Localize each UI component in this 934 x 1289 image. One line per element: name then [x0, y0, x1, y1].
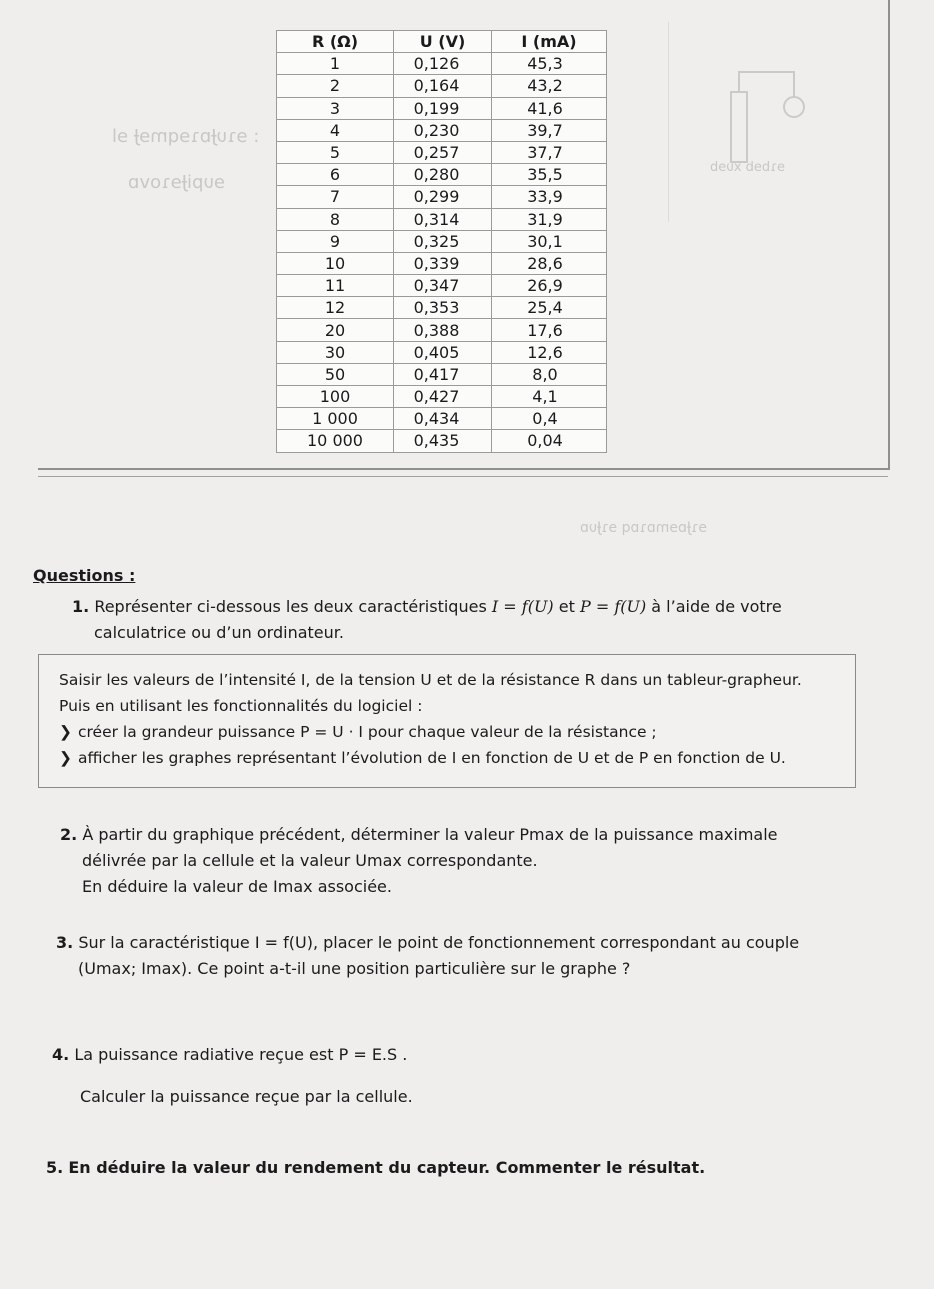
table-row — [277, 141, 607, 163]
table-cell-u: 0,257 — [394, 141, 492, 163]
measurement-table — [276, 30, 607, 453]
table-row — [277, 386, 607, 408]
table-cell-u: 0,388 — [394, 319, 492, 341]
table-cell-r: 1 000 — [277, 408, 394, 430]
table-cell-r: 30 — [277, 341, 394, 363]
table-cell-u: 0,299 — [394, 186, 492, 208]
question-text: Sur la caractéristique I = f(U), placer le point de fonctionnement correspondant au couple — [78, 933, 800, 952]
table-cell-r: 50 — [277, 363, 394, 385]
question-number: 3. — [56, 933, 74, 952]
table-cell-u: 0,230 — [394, 119, 492, 141]
table-cell-i: 25,4 — [492, 297, 607, 319]
table-row — [277, 319, 607, 341]
show-through-text: ɘɿbɘb xυɘb — [710, 160, 785, 175]
instruction-line: Saisir les valeurs de l’intensité I, de la tension U et de la résistance R dans un tableur-grapheur. — [59, 671, 802, 689]
circuit-icon — [709, 62, 829, 182]
table-cell-r: 10 000 — [277, 430, 394, 452]
table-row — [277, 186, 607, 208]
table-cell-i: 35,5 — [492, 164, 607, 186]
question-number: 5. — [46, 1158, 64, 1177]
table-cell-i: 12,6 — [492, 341, 607, 363]
question-number: 1. — [72, 597, 90, 616]
question-text: La puissance radiative reçue est P = E.S . — [74, 1045, 408, 1064]
table-cell-u: 0,199 — [394, 97, 492, 119]
question-text-line2: (Umax; Imax). Ce point a-t-il une position particulière sur le graphe ? — [78, 959, 631, 978]
table-cell-u: 0,314 — [394, 208, 492, 230]
table-cell-i: 41,6 — [492, 97, 607, 119]
table-cell-u: 0,339 — [394, 252, 492, 274]
question-text: et — [553, 597, 580, 616]
table-cell-i: 33,9 — [492, 186, 607, 208]
table-cell-i: 30,1 — [492, 230, 607, 252]
table-row — [277, 252, 607, 274]
table-cell-u: 0,427 — [394, 386, 492, 408]
question-4-line2: Calculer la puissance reçue par la cellule. — [80, 1087, 413, 1106]
table-cell-i: 28,6 — [492, 252, 607, 274]
table-cell-r: 9 — [277, 230, 394, 252]
table-row — [277, 97, 607, 119]
table-cell-i: 31,9 — [492, 208, 607, 230]
table-header-row — [277, 31, 607, 53]
table-cell-i: 39,7 — [492, 119, 607, 141]
instruction-box — [38, 654, 856, 788]
table-row — [277, 53, 607, 75]
questions-title: Questions : — [33, 566, 136, 585]
instruction-bullet — [59, 719, 855, 745]
show-through-text: : ɘɿυɈɒɿɘqmɘɈ ɘl — [112, 126, 260, 147]
table-cell-u: 0,417 — [394, 363, 492, 385]
table-cell-r: 6 — [277, 164, 394, 186]
table-cell-i: 43,2 — [492, 75, 607, 97]
table-cell-r: 1 — [277, 53, 394, 75]
table-cell-r: 4 — [277, 119, 394, 141]
question-3 — [56, 930, 916, 982]
instruction-line: Puis en utilisant les fonctionnalités du logiciel : — [59, 697, 423, 715]
table-cell-r: 3 — [277, 97, 394, 119]
table-cell-i: 26,9 — [492, 275, 607, 297]
formula-i-of-u: I = f(U) — [491, 597, 554, 616]
table-cell-i: 45,3 — [492, 53, 607, 75]
table-cell-u: 0,435 — [394, 430, 492, 452]
question-4 — [52, 1042, 407, 1068]
divider — [38, 476, 888, 477]
table-row — [277, 119, 607, 141]
instruction-bullet — [59, 745, 855, 771]
table-row — [277, 430, 607, 452]
table-cell-r: 100 — [277, 386, 394, 408]
table-cell-i: 37,7 — [492, 141, 607, 163]
question-text: Représenter ci-dessous les deux caractéristiques — [94, 597, 492, 616]
question-text: À partir du graphique précédent, déterminer la valeur Pmax de la puissance maximale — [82, 825, 778, 844]
table-cell-i: 0,4 — [492, 408, 607, 430]
show-through-text: ɘυpiɈɘɿovɒ — [128, 172, 225, 193]
column-header-i: I (mA) — [492, 31, 607, 53]
table-row — [277, 230, 607, 252]
faint-figure — [668, 22, 849, 222]
table-cell-r: 2 — [277, 75, 394, 97]
table-cell-r: 7 — [277, 186, 394, 208]
table-cell-i: 0,04 — [492, 430, 607, 452]
question-text: à l’aide de votre — [646, 597, 782, 616]
show-through-text: ɘɿɈɒɘmɒɿɒq ɘɿɈυɒ — [580, 520, 707, 536]
question-2 — [60, 822, 890, 900]
question-number: 2. — [60, 825, 78, 844]
table-row — [277, 164, 607, 186]
table-row — [277, 408, 607, 430]
table-cell-i: 4,1 — [492, 386, 607, 408]
table-cell-u: 0,126 — [394, 53, 492, 75]
column-header-r: R (Ω) — [277, 31, 394, 53]
table-cell-u: 0,347 — [394, 275, 492, 297]
table-row — [277, 341, 607, 363]
formula-p-of-u: P = f(U) — [579, 597, 647, 616]
chevron-right-icon: ❯ — [59, 723, 72, 741]
table-row — [277, 363, 607, 385]
table-cell-u: 0,280 — [394, 164, 492, 186]
instruction-bullet-text: créer la grandeur puissance P = U · I pour chaque valeur de la résistance ; — [78, 723, 657, 741]
table-cell-r: 20 — [277, 319, 394, 341]
table-row — [277, 297, 607, 319]
table-cell-u: 0,325 — [394, 230, 492, 252]
question-1 — [72, 594, 832, 646]
table-row — [277, 275, 607, 297]
table-cell-u: 0,405 — [394, 341, 492, 363]
question-text-line3: En déduire la valeur de Imax associée. — [82, 877, 392, 896]
table-cell-r: 8 — [277, 208, 394, 230]
question-text-line2: délivrée par la cellule et la valeur Umax correspondante. — [82, 851, 538, 870]
question-text-line2: calculatrice ou d’un ordinateur. — [94, 623, 344, 642]
table-cell-r: 10 — [277, 252, 394, 274]
table-cell-i: 8,0 — [492, 363, 607, 385]
table-cell-u: 0,353 — [394, 297, 492, 319]
table-cell-r: 5 — [277, 141, 394, 163]
table-cell-r: 11 — [277, 275, 394, 297]
instruction-bullet-text: afficher les graphes représentant l’évolution de I en fonction de U et de P en fonction de U. — [78, 749, 786, 767]
table-cell-r: 12 — [277, 297, 394, 319]
table-cell-i: 17,6 — [492, 319, 607, 341]
table-row — [277, 75, 607, 97]
table-row — [277, 208, 607, 230]
question-number: 4. — [52, 1045, 70, 1064]
question-text: En déduire la valeur du rendement du capteur. Commenter le résultat. — [68, 1158, 706, 1177]
column-header-u: U (V) — [394, 31, 492, 53]
table-cell-u: 0,164 — [394, 75, 492, 97]
chevron-right-icon: ❯ — [59, 749, 72, 767]
table-cell-u: 0,434 — [394, 408, 492, 430]
question-5 — [46, 1155, 705, 1181]
